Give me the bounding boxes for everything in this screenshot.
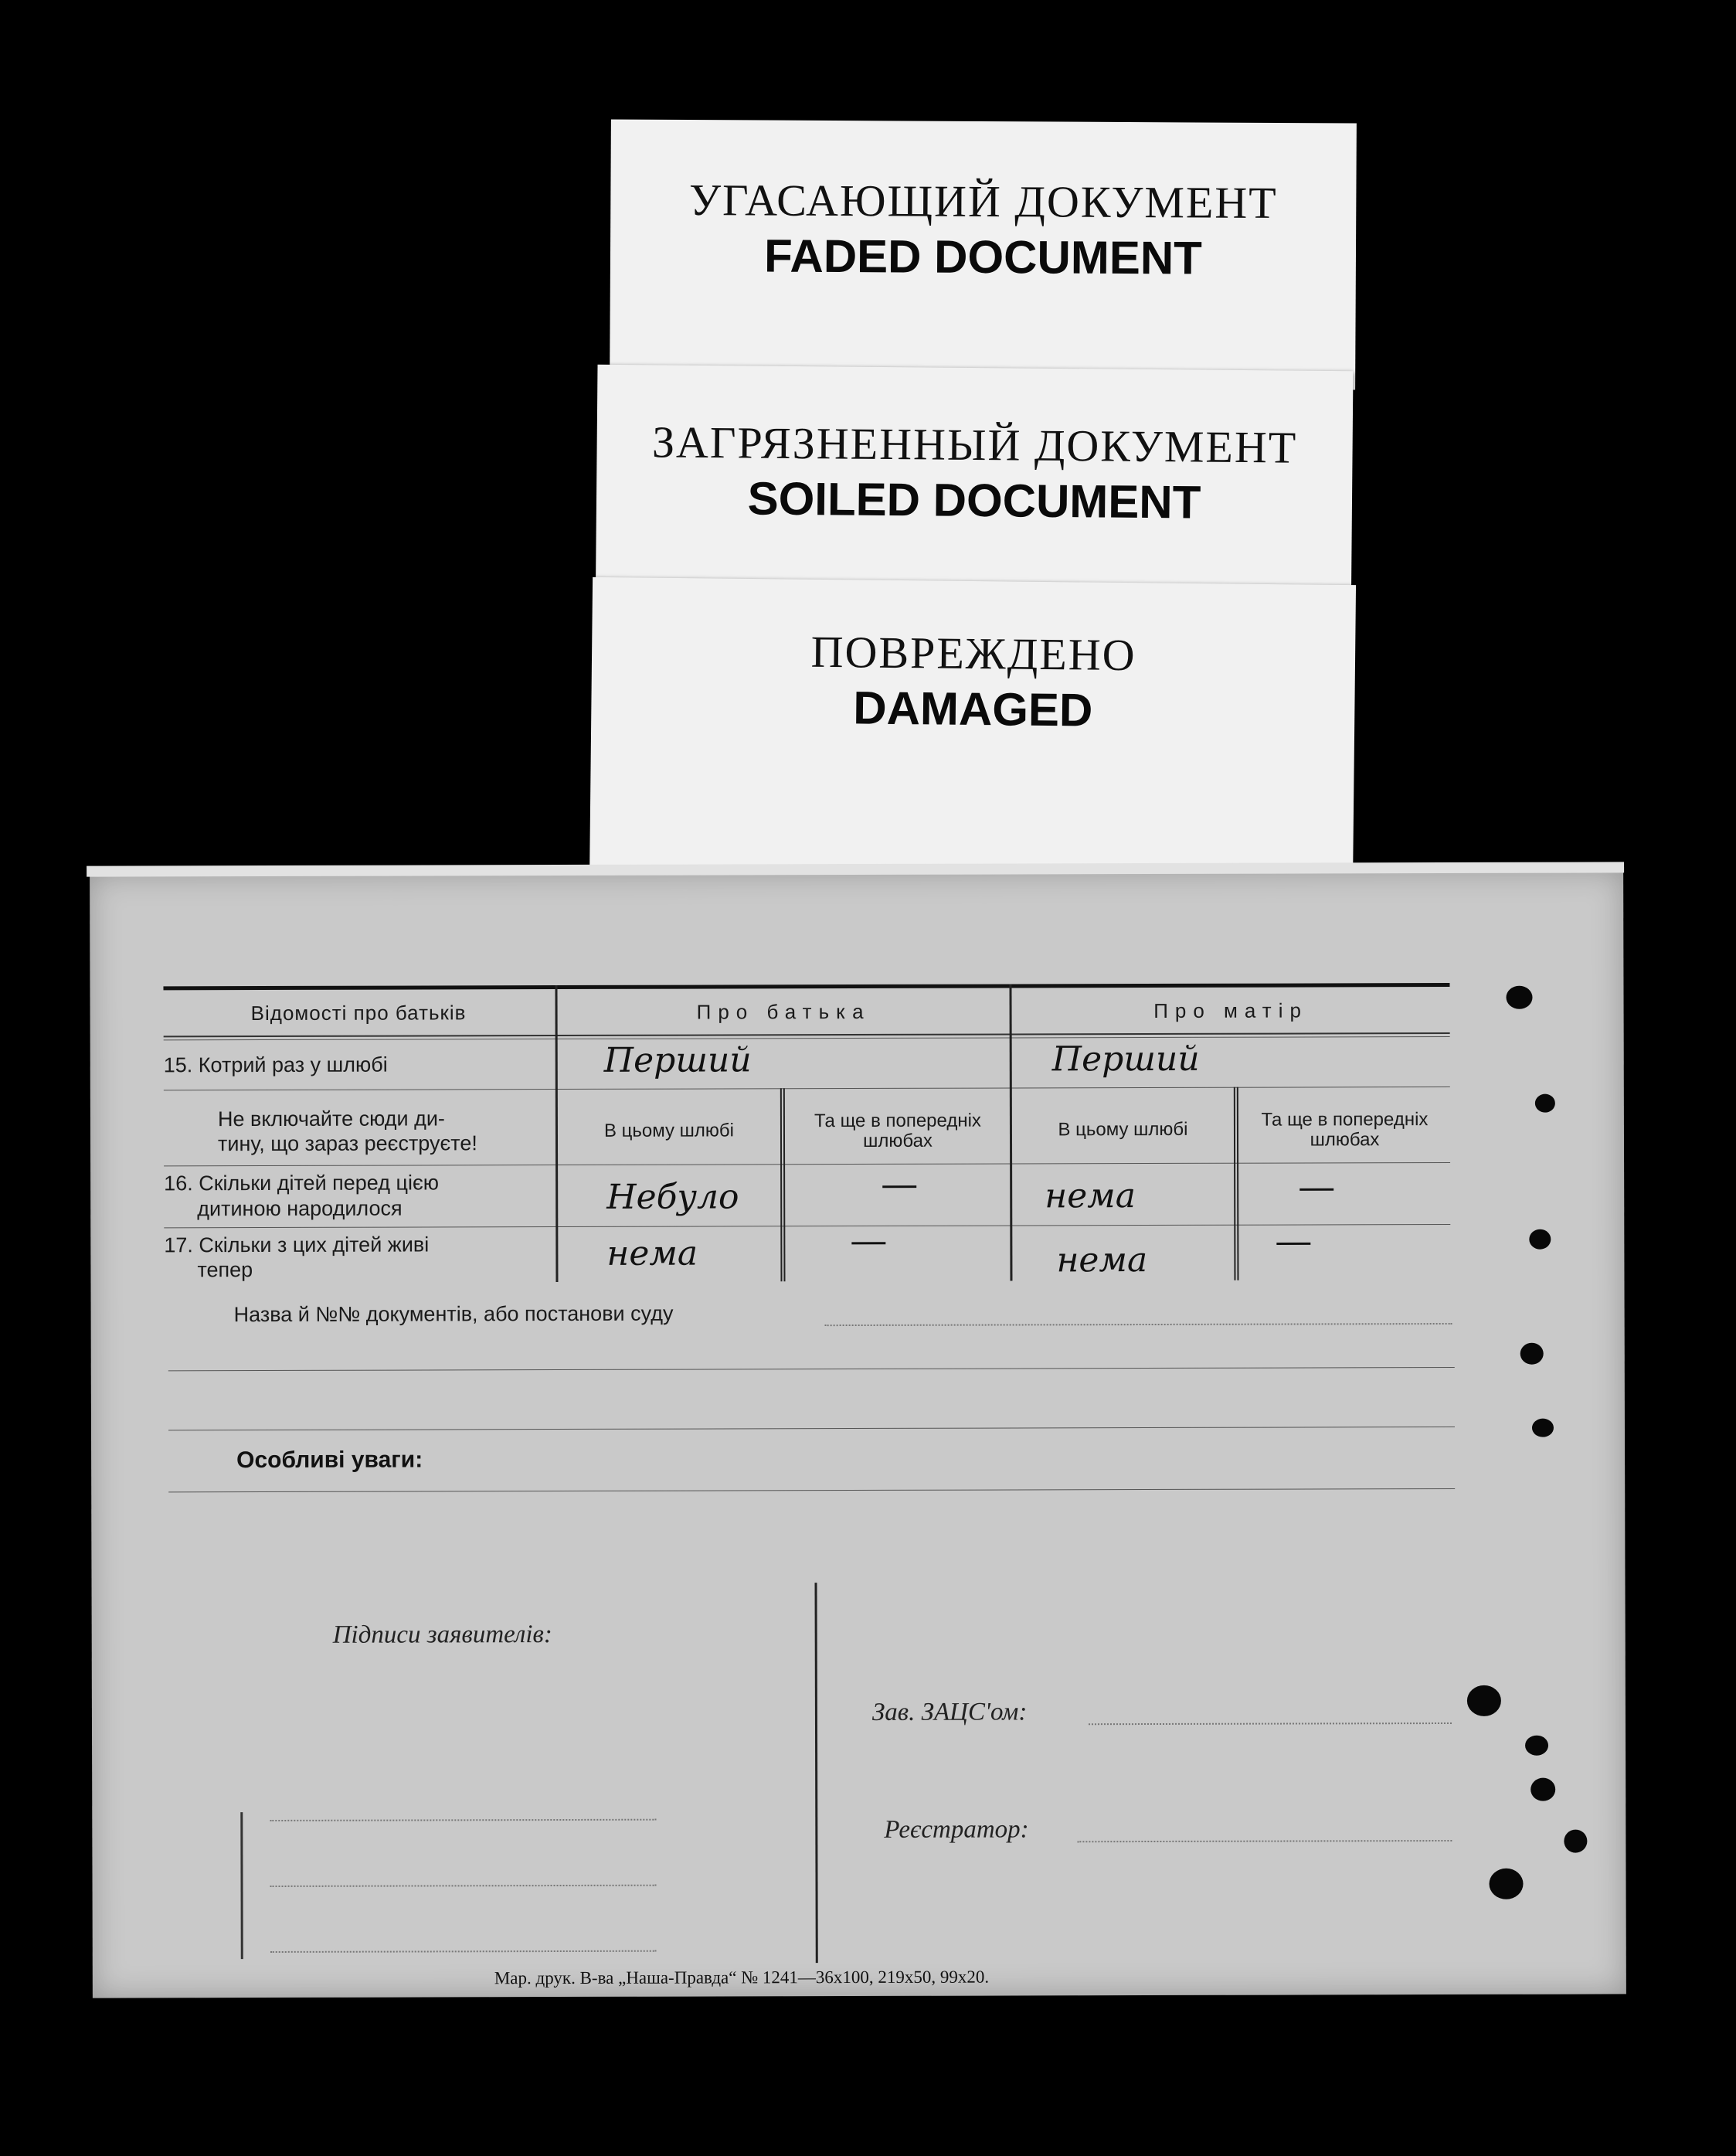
note-label-line1: Не включайте сюди ди-	[217, 1107, 445, 1131]
slip-english-text: SOILED DOCUMENT	[747, 472, 1201, 529]
faded-document-slip	[610, 119, 1357, 389]
applicants-signatures-label: Підписи заявителів:	[332, 1620, 552, 1649]
registry-head-line	[1089, 1722, 1452, 1725]
binder-hole	[1525, 1736, 1548, 1756]
row16-mother-prev: —	[1299, 1168, 1334, 1206]
row16-mother-this: нема	[1045, 1176, 1136, 1216]
row17-father-this: нема	[606, 1233, 698, 1274]
row15-rule	[164, 1087, 1450, 1090]
row15-mother-value: Перший	[1051, 1039, 1200, 1080]
row16-label-line2: дитиною народилося	[197, 1196, 403, 1221]
binder-hole	[1506, 986, 1532, 1009]
registration-form-sheet	[90, 869, 1626, 1998]
binder-hole	[1467, 1685, 1501, 1716]
signature-bracket	[240, 1812, 243, 1959]
note-label-line2: тину, що зараз реєструєте!	[217, 1131, 477, 1156]
slip-english-text: FADED DOCUMENT	[763, 230, 1202, 284]
signature-divider	[815, 1583, 818, 1963]
slip-english-text: DAMAGED	[853, 682, 1093, 736]
mother-previous-marriages-header: Та ще в попередніх шлюбах	[1261, 1109, 1429, 1151]
row16-label-line1: 16. Скільки дітей перед цією	[164, 1171, 439, 1195]
header-mother: Про матір	[1153, 998, 1308, 1022]
slip-russian-text: УГАСАЮЩИЙ ДОКУМЕНТ	[688, 175, 1278, 228]
column-divider-father-sub	[780, 1088, 786, 1281]
signature-line-1	[270, 1819, 656, 1821]
row17-label-line2: тепер	[197, 1258, 253, 1282]
slip-russian-text: ЗАГРЯЗНЕННЫЙ ДОКУМЕНТ	[651, 417, 1298, 473]
note-row-rule	[164, 1162, 1450, 1166]
documents-line-2	[168, 1367, 1455, 1371]
binder-hole	[1529, 1229, 1551, 1250]
row15-father-value: Перший	[603, 1040, 752, 1080]
father-this-marriage-header: В цьому шлюбі	[603, 1120, 735, 1141]
binder-hole	[1532, 1419, 1554, 1437]
special-notes-line	[168, 1488, 1455, 1492]
registrar-label: Реєстратор:	[884, 1815, 1029, 1844]
row17-mother-this: нема	[1056, 1240, 1148, 1280]
documents-label: Назва й №№ документів, або постанови суду	[233, 1301, 674, 1327]
binder-hole	[1535, 1094, 1555, 1113]
row17-mother-prev: —	[1276, 1222, 1311, 1260]
header-parents-info: Відомості про батьків	[250, 1001, 467, 1025]
slip-russian-text: ПОВРЕЖДЕНО	[810, 626, 1136, 681]
row16-father-this: Небуло	[606, 1177, 739, 1217]
damaged-slip	[589, 577, 1356, 894]
binder-hole	[1564, 1830, 1587, 1853]
special-notes-label: Особливі уваги:	[236, 1447, 423, 1474]
mother-this-marriage-header: В цьому шлюбі	[1058, 1118, 1188, 1141]
documents-dotted-line	[825, 1323, 1452, 1326]
table-top-rule	[163, 983, 1449, 990]
binder-hole	[1489, 1869, 1523, 1899]
row16-rule	[164, 1224, 1450, 1228]
row17-father-prev: —	[851, 1221, 886, 1260]
column-divider-mother-sub	[1234, 1087, 1239, 1280]
registrar-line	[1077, 1840, 1452, 1842]
row17-label-line1: 17. Скільки з цих дітей живі	[164, 1233, 430, 1257]
table-header-rule-2	[164, 1036, 1450, 1040]
signature-line-2	[270, 1885, 657, 1887]
binder-hole	[1520, 1343, 1544, 1365]
header-father: Про батька	[696, 999, 871, 1024]
signature-line-3	[270, 1950, 657, 1953]
binder-hole	[1530, 1778, 1555, 1801]
row15-label: 15. Котрий раз у шлюбі	[163, 1052, 388, 1077]
father-previous-marriages-header: Та ще в попередніх шлюбах	[814, 1110, 981, 1151]
documents-line-3	[168, 1427, 1455, 1430]
row16-father-prev: —	[882, 1165, 917, 1203]
registry-head-label: Зав. ЗАЦС'ом:	[871, 1698, 1028, 1726]
printer-footer: Мар. друк. В-ва „Наша-Правда“ № 1241—36х100, 219х50, 99х20.	[494, 1967, 990, 1988]
